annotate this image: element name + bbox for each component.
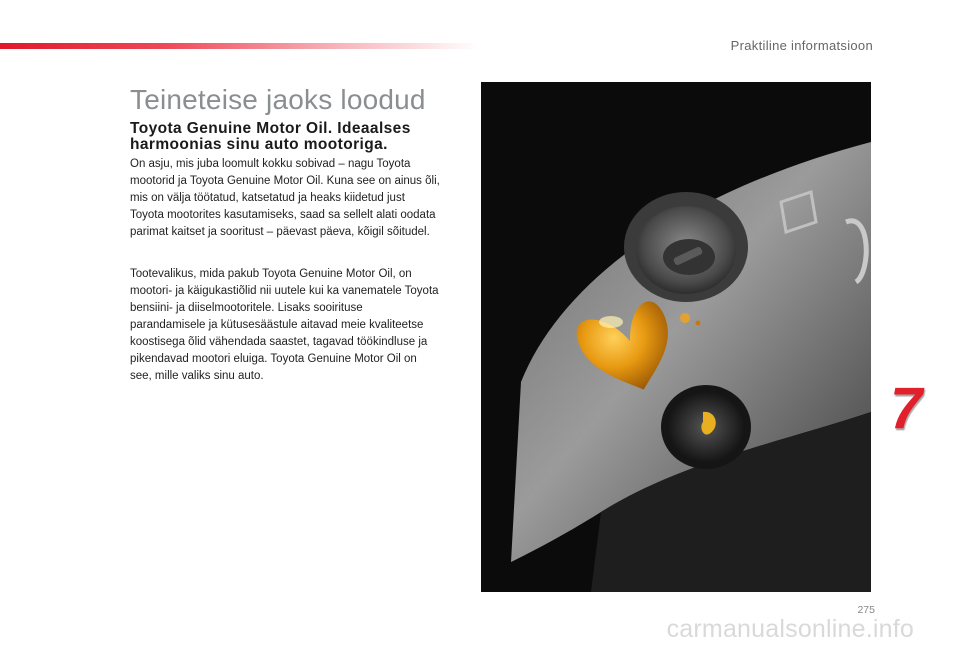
watermark-text: carmanualsonline.info <box>666 615 914 643</box>
body-paragraph-2: Tootevalikus, mida pakub Toyota Genuine Motor Oil, on mootori- ja käigukastiõlid nii uutele kui ka vanematele Toyota bensiini- ja diiselmootoritele. Lisaks sooirituse parandamisele ja kütusesäästule aitavad meie kvaliteetse koostisega õlid vähendada saastet, tagavad töökindluse ja pikendavad mootori eluiga. Toyota Genuine Motor Oil on see, mille valiks sinu auto. <box>130 268 439 382</box>
page-subheading: Toyota Genuine Motor Oil. Ideaalses harmoonias sinu auto mootoriga. <box>130 120 411 153</box>
engine-oil-heart-photo <box>481 82 871 592</box>
page-number: 275 <box>857 604 875 616</box>
engine-cover-illustration <box>481 82 871 592</box>
header-accent-bar <box>0 43 480 49</box>
chapter-number: 7 <box>890 376 923 441</box>
section-title: Praktiline informatsioon <box>730 38 873 53</box>
body-paragraph-1: On asju, mis juba loomult kokku sobivad – nagu Toyota mootorid ja Toyota Genuine Motor Oil. Kuna see on ainus õli, mis on välja töötatud, katsetatud ja heaks kiidetud just Toyota mootorites kasutamiseks, saad sa sellelt alati oodata parimat kaitset ja sooritust – päevast päeva, kõigil sõitudel. <box>130 158 440 238</box>
page-heading: Teineteise jaoks loodud <box>130 84 426 115</box>
